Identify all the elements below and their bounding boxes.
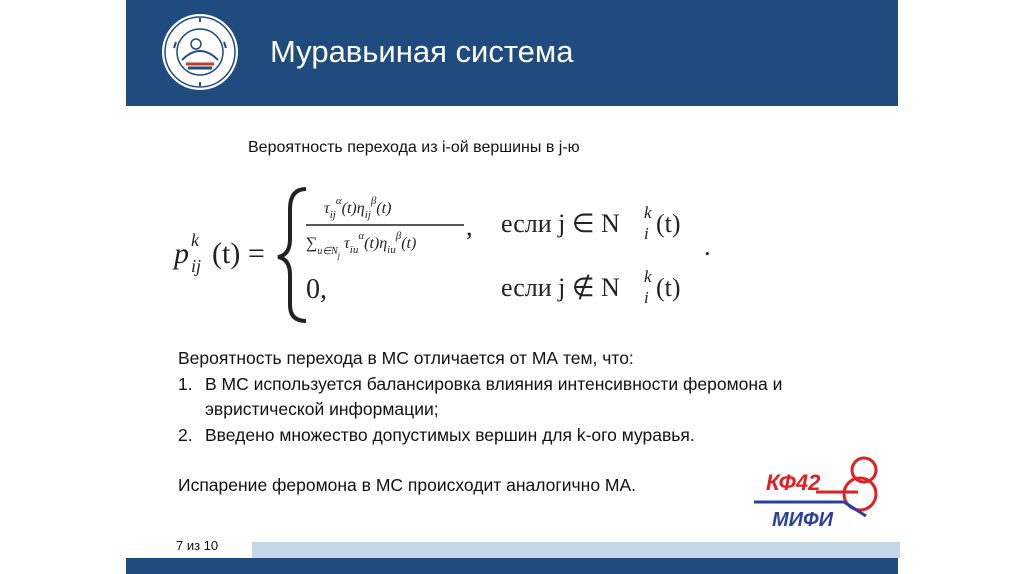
body-intro: Вероятность перехода в МС отличается от МА тем, что: xyxy=(178,348,634,368)
svg-text:,: , xyxy=(466,212,473,241)
transition-probability-formula xyxy=(166,175,806,325)
svg-text:k: k xyxy=(644,203,652,222)
department-logo xyxy=(754,456,894,536)
svg-text:k: k xyxy=(644,267,652,286)
formula-lhs-subscript: ij xyxy=(191,256,202,276)
svg-text:τijα(t)ηijβ(t): $\tau_{ij}^\alpha(t)\eta_{ij}^\beta(t)$ xyxy=(324,195,392,221)
list-item-text: Введено множество допустимых вершин для k-ого муравья. xyxy=(205,424,695,445)
svg-text:КФ42: КФ42 xyxy=(766,470,821,495)
formula-lhs-argument: (t) = xyxy=(212,237,265,270)
list-item-text: В МС используется балансировка влияния интенсивности феромона и эвристической информации; xyxy=(205,373,783,419)
probability-fraction xyxy=(306,195,473,260)
formula-caption: Вероятность перехода из i-ой вершины в j-ю xyxy=(248,139,580,156)
svg-text:(t): (t) xyxy=(656,273,681,302)
svg-text:∑u∈Nj τiuα(t)ηiuβ(t): $\sum_{u\in Nj}$ $\tau_{iu}^\alpha(t)\eta_{iu}^\beta(t)$ xyxy=(306,230,417,260)
formula-lhs-symbol: p xyxy=(174,237,189,270)
svg-text:если j ∈ N: если j ∈ N xyxy=(501,209,620,238)
svg-text:если j ∉ N: если j ∉ N xyxy=(501,273,620,302)
list-item xyxy=(178,423,798,449)
svg-text:i: i xyxy=(644,288,649,307)
slide-title: Муравьиная система xyxy=(270,34,574,69)
left-brace xyxy=(278,189,306,321)
list-item-number: 2. xyxy=(178,424,193,445)
list-item xyxy=(178,372,798,423)
svg-text:МИФИ: МИФИ xyxy=(772,509,834,531)
case1-condition xyxy=(501,203,681,243)
formula-lhs-superscript: k xyxy=(191,230,199,250)
svg-text:i: i xyxy=(644,224,649,243)
body-closing: Испарение феромона в МС происходит аналогично МА. xyxy=(178,475,637,495)
list-item-number: 1. xyxy=(178,373,193,394)
page-number: 7 из 10 xyxy=(176,538,219,553)
slide xyxy=(126,0,898,574)
slide-body xyxy=(178,346,798,516)
case2-value: 0, xyxy=(306,274,327,305)
formula-period: . xyxy=(704,232,711,261)
bottom-strip xyxy=(126,558,898,574)
mephi-logo xyxy=(160,12,240,92)
svg-text:(t): (t) xyxy=(656,209,681,238)
case2-condition xyxy=(501,267,681,307)
footer-bar xyxy=(252,542,900,558)
slide-header xyxy=(126,0,898,106)
differences-list xyxy=(178,372,798,449)
